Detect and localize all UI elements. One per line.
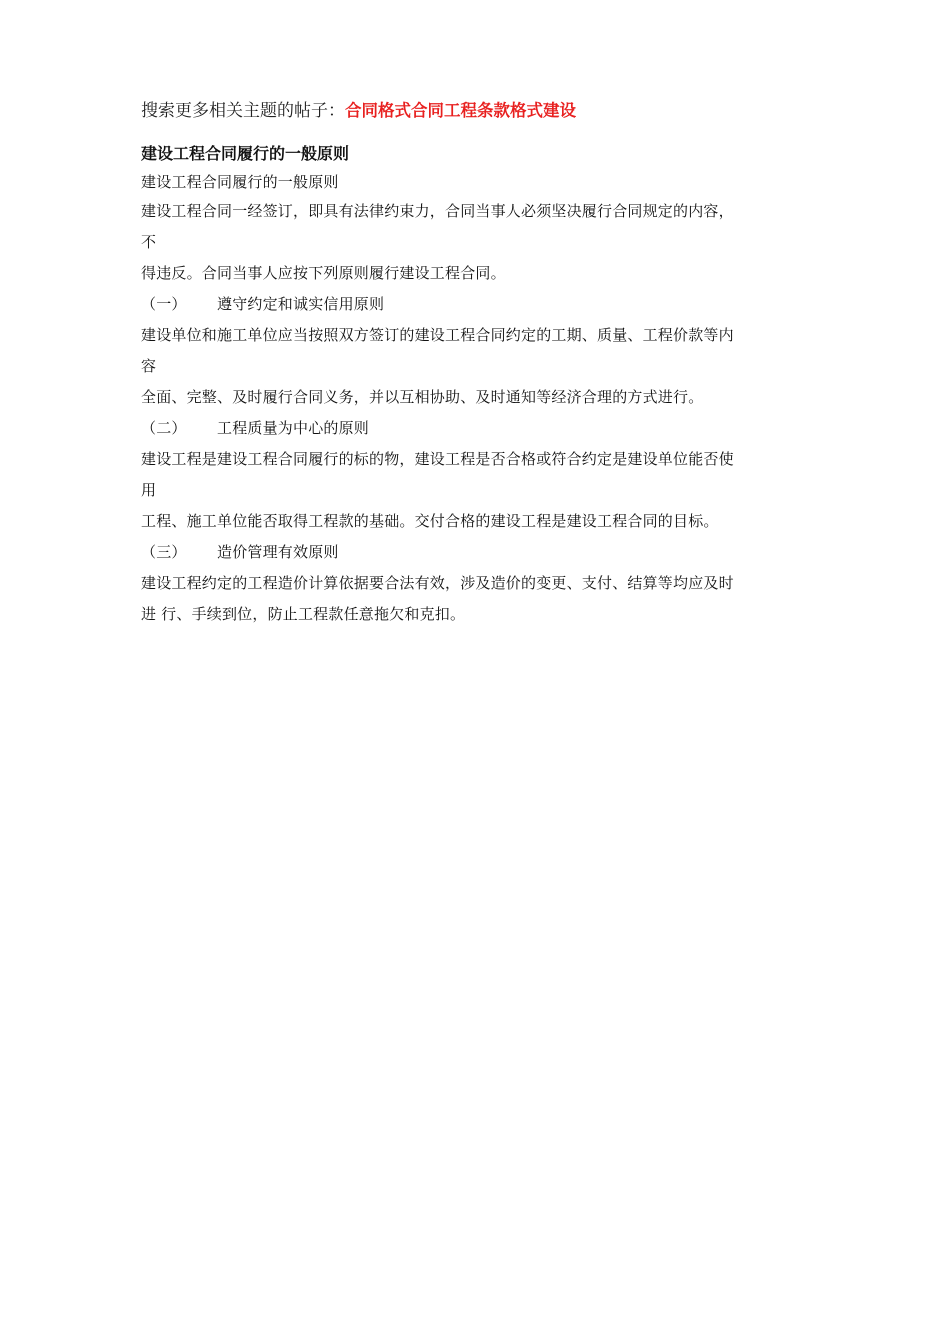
section-number: （二） — [141, 419, 187, 437]
section-body-line: 建设工程约定的工程造价计算依据要合法有效，涉及造价的变更、支付、结算等均应及时 — [141, 574, 734, 592]
section-body-line: 工程、施工单位能否取得工程款的基础。交付合格的建设工程是建设工程合同的目标。 — [141, 512, 719, 530]
section-heading-text: 工程质量为中心的原则 — [217, 419, 370, 437]
document-subtitle: 建设工程合同履行的一般原则 — [141, 173, 339, 191]
section-heading — [141, 413, 821, 444]
intro-line: 不 — [141, 233, 157, 251]
section-heading-text: 遵守约定和诚实信用原则 — [217, 295, 385, 313]
section-body-line: 全面、完整、及时履行合同义务，并以互相协助、及时通知等经济合理的方式进行。 — [141, 388, 704, 406]
related-search-line — [141, 96, 821, 126]
section-number: （三） — [141, 543, 187, 561]
related-topics-link[interactable]: 合同格式合同工程条款格式建设 — [345, 101, 576, 120]
section-body-line: 容 — [141, 357, 157, 375]
section-number: （一） — [141, 295, 187, 313]
section-body-line: 进 行、手续到位，防止工程款任意拖欠和克扣。 — [141, 605, 466, 623]
intro-line: 建设工程合同一经签订，即具有法律约束力，合同当事人必须坚决履行合同规定的内容， — [141, 202, 734, 220]
section-heading — [141, 289, 821, 320]
section-heading — [141, 537, 821, 568]
intro-line: 得违反。合同当事人应按下列原则履行建设工程合同。 — [141, 264, 506, 282]
document-title: 建设工程合同履行的一般原则 — [141, 144, 350, 163]
section-body-line: 建设工程是建设工程合同履行的标的物，建设工程是否合格或符合约定是建设单位能否使 — [141, 450, 734, 468]
related-search-label: 搜索更多相关主题的帖子： — [141, 101, 345, 121]
section-body-line: 建设单位和施工单位应当按照双方签订的建设工程合同约定的工期、质量、工程价款等内 — [141, 326, 734, 344]
section-body-line: 用 — [141, 481, 157, 499]
section-heading-text: 造价管理有效原则 — [217, 543, 339, 561]
document-page — [141, 96, 821, 630]
